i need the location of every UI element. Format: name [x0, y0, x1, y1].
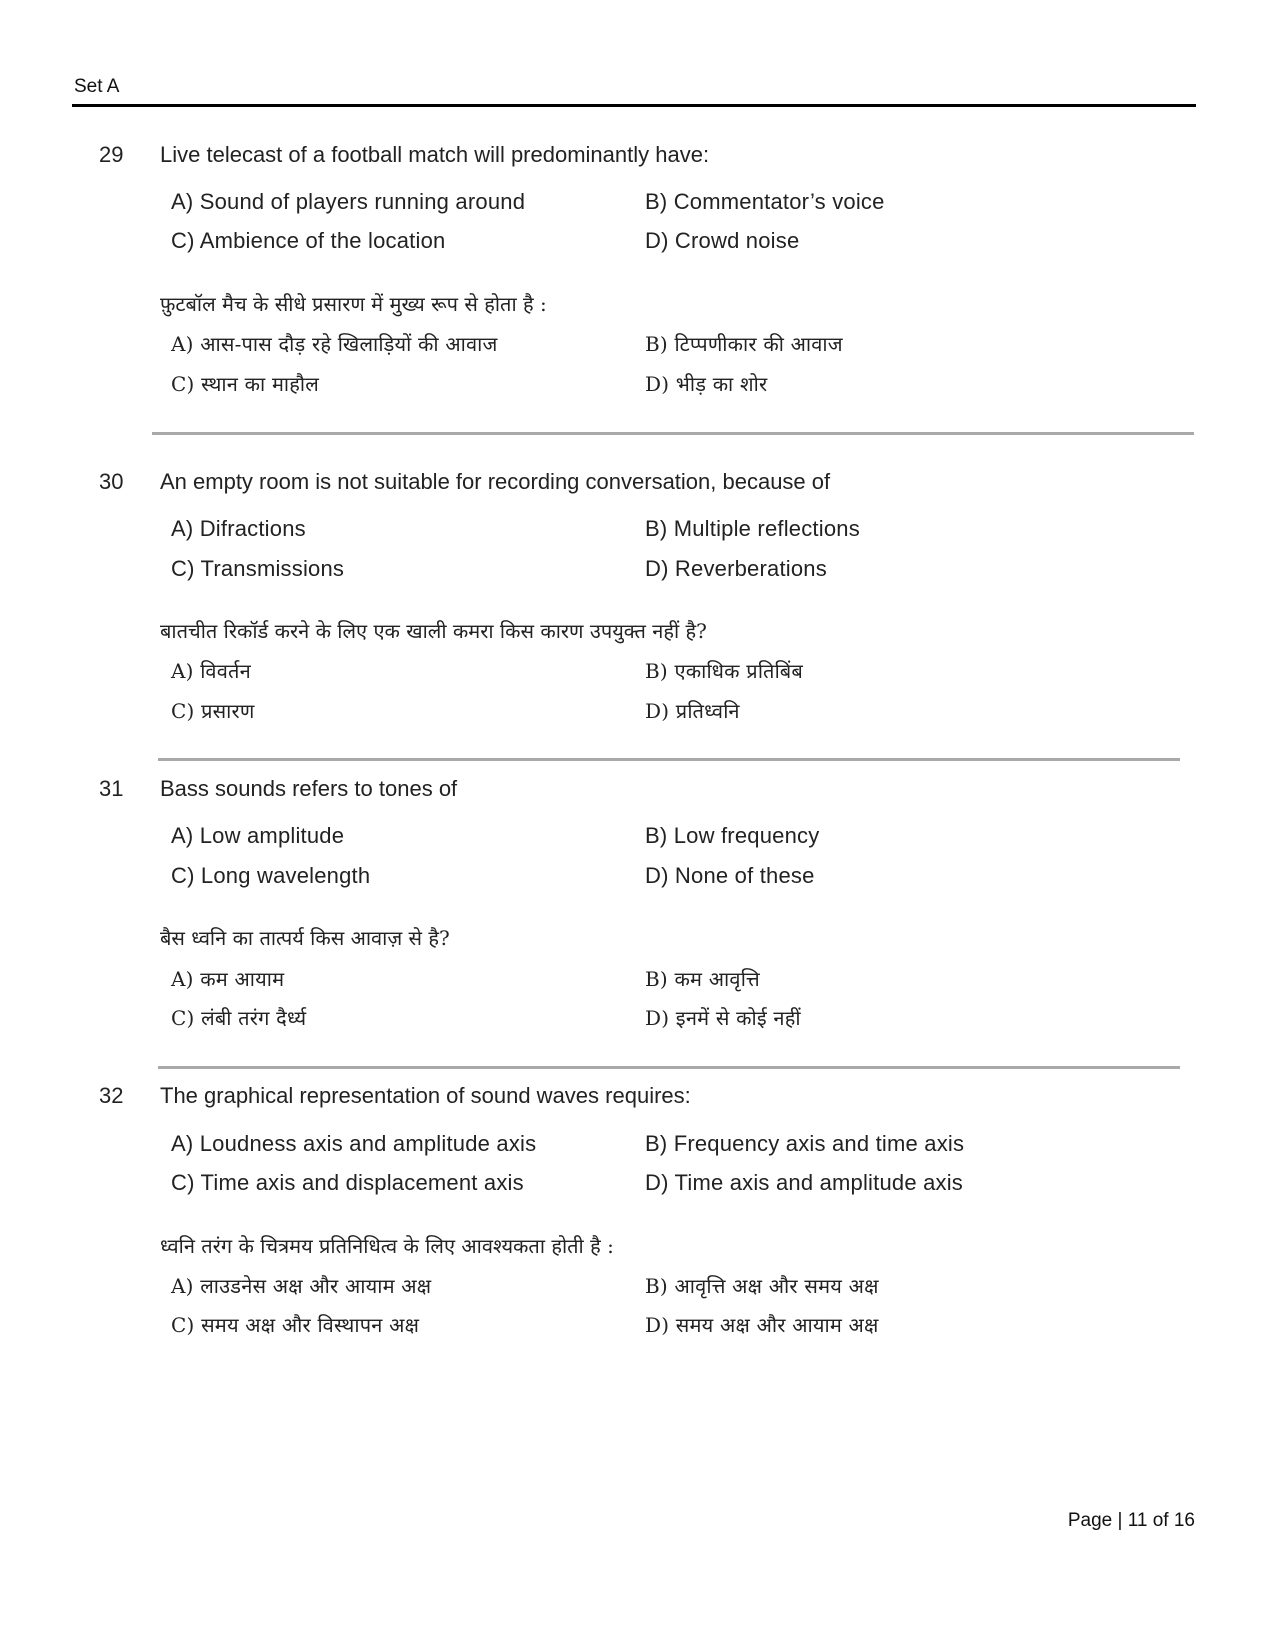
option-a-hi: A) विवर्तन [171, 659, 251, 683]
question-text-hi: ध्वनि तरंग के चित्रमय प्रतिनिधित्व के लिए आवश्यकता होती है : [160, 1234, 614, 1258]
page-number: Page | 11 of 16 [1067, 1510, 1195, 1531]
option-d-hi: D) भीड़ का शोर [645, 372, 768, 396]
question-number: 30 [99, 469, 124, 494]
question-number: 32 [99, 1083, 124, 1108]
question-text-en: The graphical representation of sound waves requires: [160, 1083, 691, 1108]
option-b-hi: B) कम आवृत्ति [645, 967, 760, 991]
set-label: Set A [74, 76, 120, 97]
question-number: 31 [99, 776, 124, 801]
option-b-en: B) Low frequency [645, 823, 820, 848]
option-c-en: C) Long wavelength [171, 863, 371, 888]
option-c-hi: C) स्थान का माहौल [171, 372, 320, 396]
option-d-en: D) None of these [645, 863, 815, 888]
option-d-en: D) Reverberations [645, 556, 827, 581]
question-number: 29 [99, 142, 124, 167]
question-separator [158, 758, 1180, 761]
option-c-hi: C) समय अक्ष और विस्थापन अक्ष [171, 1313, 420, 1337]
option-b-en: B) Frequency axis and time axis [645, 1131, 965, 1156]
option-c-en: C) Transmissions [171, 556, 345, 581]
question-text-hi: फ़ुटबॉल मैच के सीधे प्रसारण में मुख्य रूप से होता है : [160, 292, 547, 316]
option-c-hi: C) लंबी तरंग दैर्ध्य [171, 1006, 307, 1030]
question-separator [158, 1066, 1180, 1069]
option-d-en: D) Crowd noise [645, 228, 800, 253]
option-a-hi: A) आस-पास दौड़ रहे खिलाड़ियों की आवाज [171, 332, 498, 356]
option-b-hi: B) एकाधिक प्रतिबिंब [645, 659, 804, 683]
question-text-en: Bass sounds refers to tones of [160, 776, 458, 801]
option-b-en: B) Multiple reflections [645, 516, 860, 541]
option-d-hi: D) इनमें से कोई नहीं [645, 1006, 801, 1030]
option-a-en: A) Sound of players running around [171, 189, 526, 214]
option-a-en: A) Loudness axis and amplitude axis [171, 1131, 537, 1156]
question-text-hi: बातचीत रिकॉर्ड करने के लिए एक खाली कमरा किस कारण उपयुक्त नहीं है? [160, 619, 707, 643]
question-text-en: An empty room is not suitable for recording conversation, because of [160, 469, 831, 494]
option-c-en: C) Time axis and displacement axis [171, 1170, 524, 1195]
header-rule [72, 104, 1196, 107]
option-c-en: C) Ambience of the location [171, 228, 446, 253]
option-a-hi: A) लाउडनेस अक्ष और आयाम अक्ष [171, 1274, 432, 1298]
question-text-en: Live telecast of a football match will predominantly have: [160, 142, 710, 167]
question-text-hi: बैस ध्वनि का तात्पर्य किस आवाज़ से है? [160, 926, 450, 950]
option-a-hi: A) कम आयाम [171, 967, 285, 991]
option-b-hi: B) आवृत्ति अक्ष और समय अक्ष [645, 1274, 879, 1298]
option-a-en: A) Low amplitude [171, 823, 345, 848]
question-separator [152, 432, 1194, 435]
option-a-en: A) Difractions [171, 516, 306, 541]
option-d-hi: D) समय अक्ष और आयाम अक्ष [645, 1313, 879, 1337]
option-d-hi: D) प्रतिध्वनि [645, 699, 740, 723]
option-c-hi: C) प्रसारण [171, 699, 255, 723]
option-b-en: B) Commentator’s voice [645, 189, 885, 214]
option-b-hi: B) टिप्पणीकार की आवाज [645, 332, 843, 356]
option-d-en: D) Time axis and amplitude axis [645, 1170, 963, 1195]
